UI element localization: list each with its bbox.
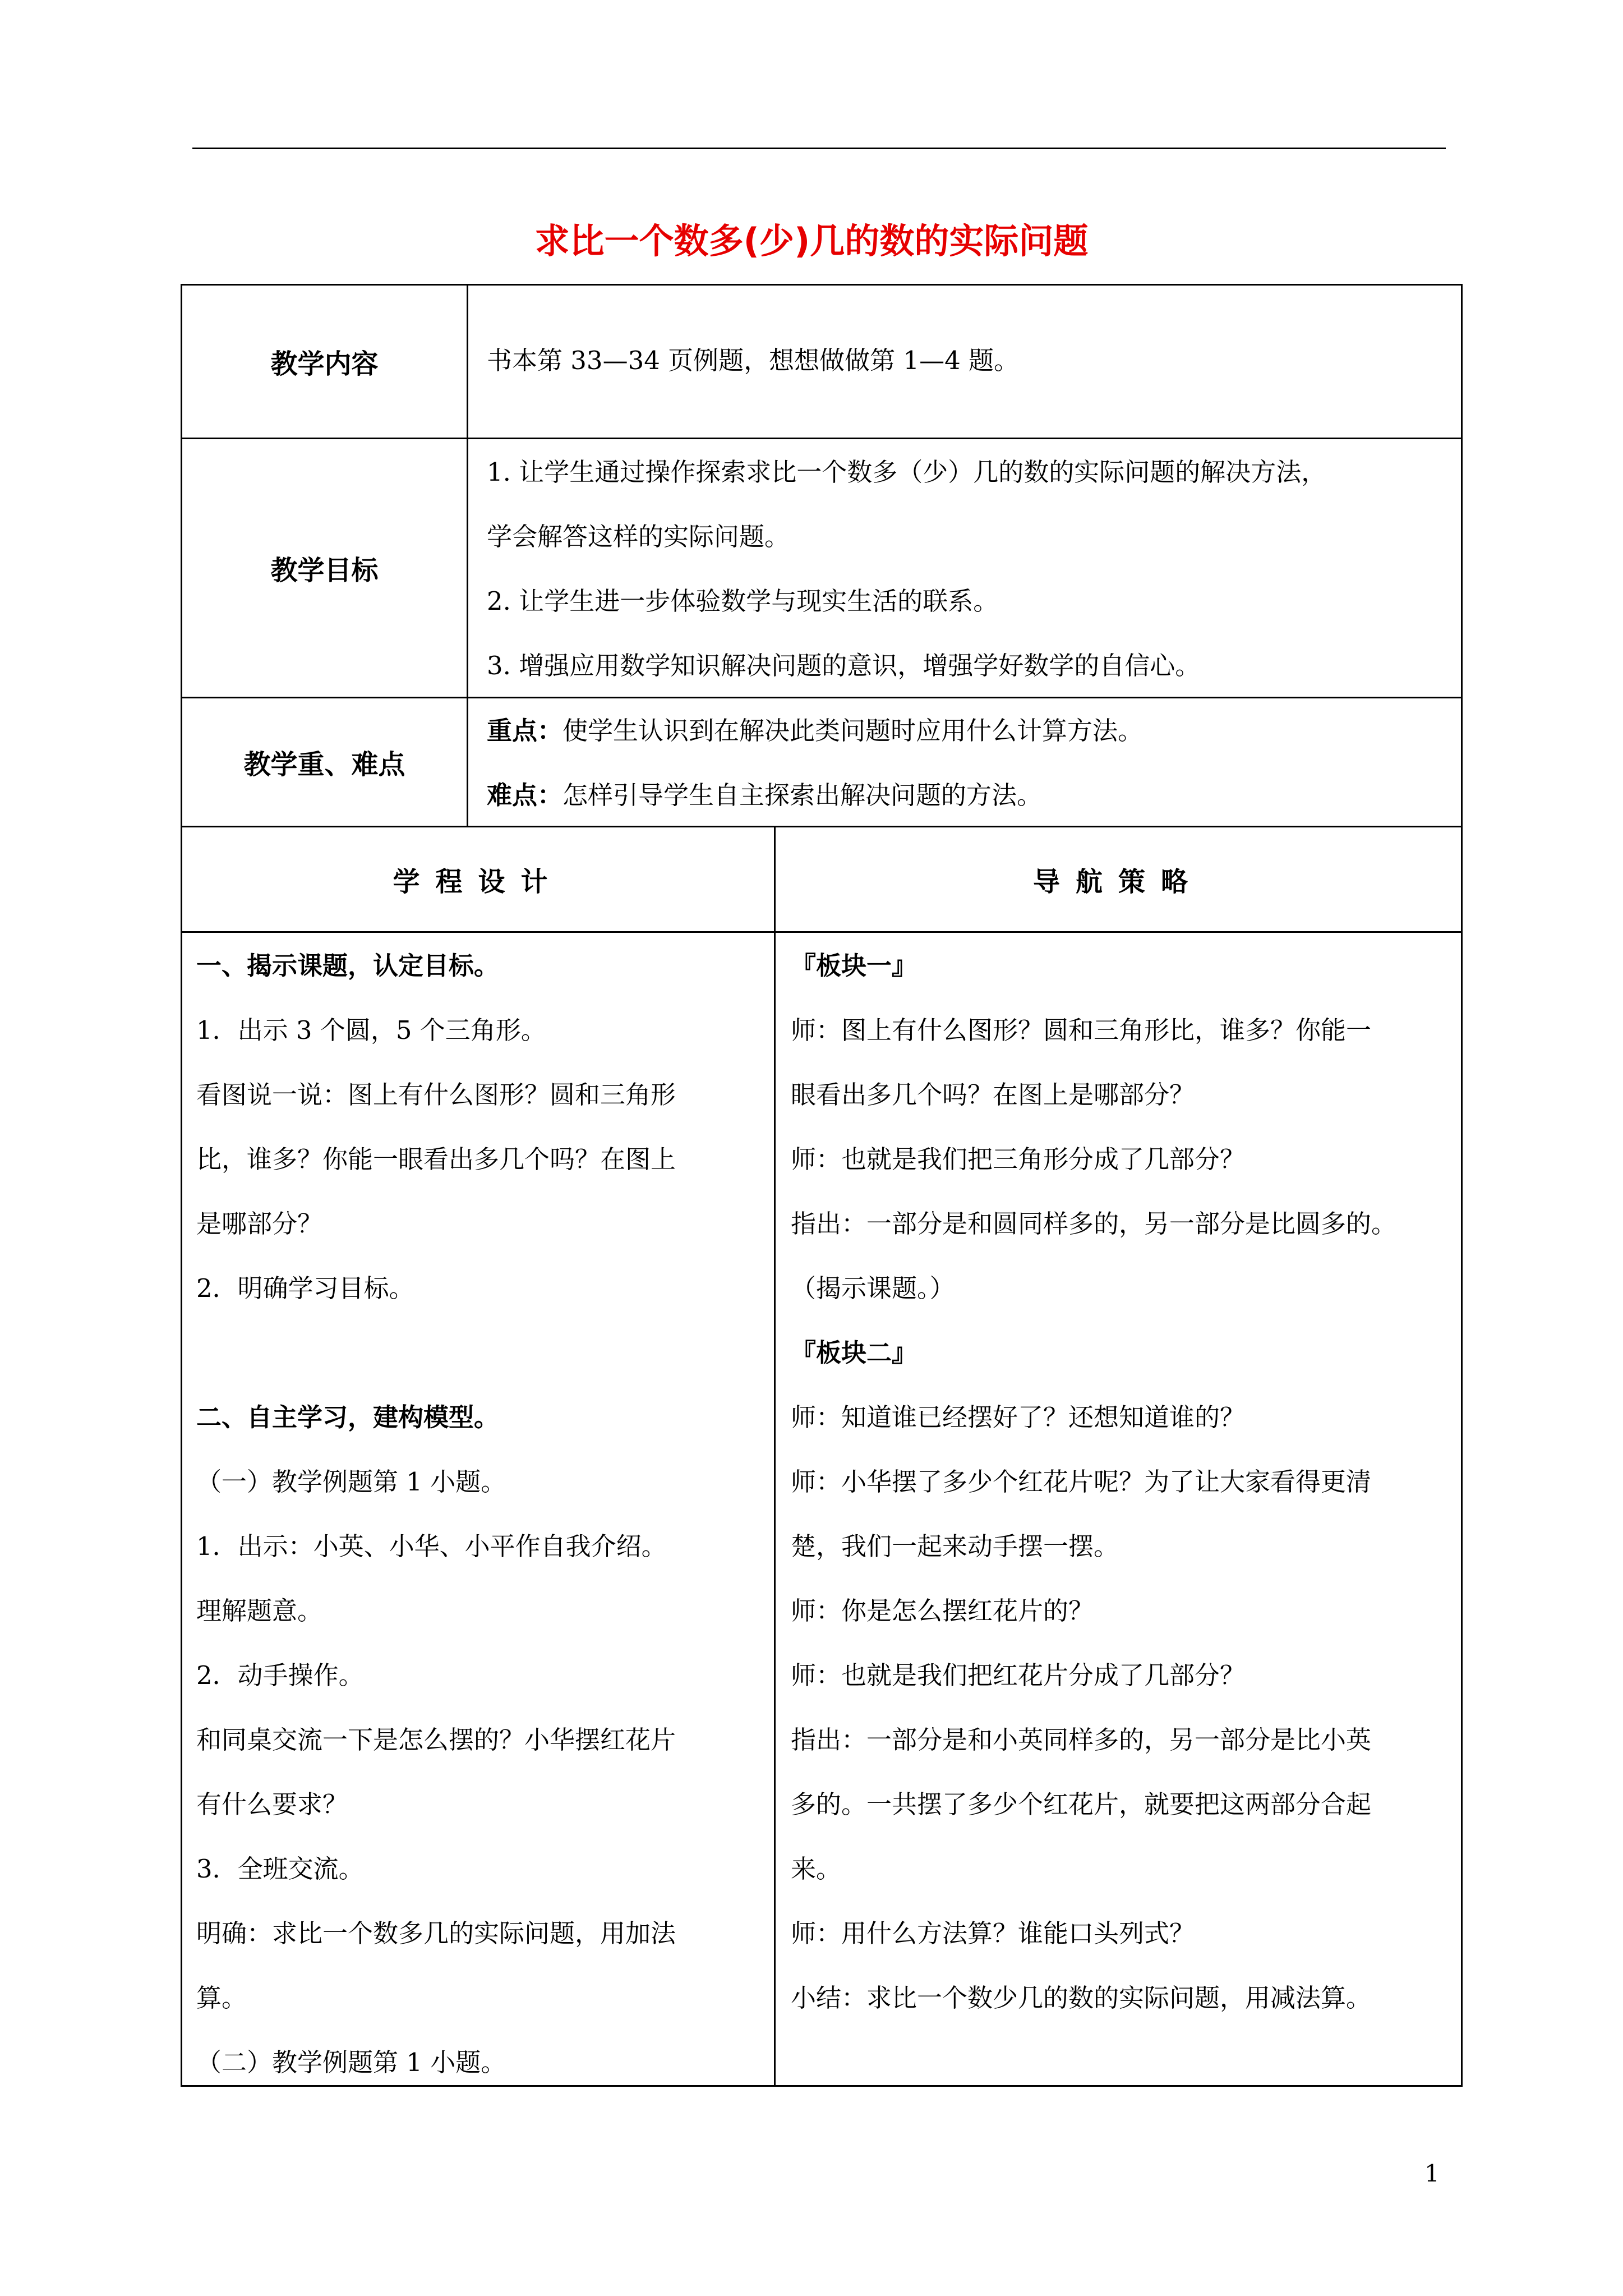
text-line: 师：也就是我们把三角形分成了几部分？ — [791, 1144, 1246, 1174]
section-heading: 『板块二』 — [791, 1338, 917, 1368]
section-heading: 一、揭示课题，认定目标。 — [196, 951, 500, 981]
text-line: 1．出示：小英、小华、小平作自我介绍。 — [196, 1531, 667, 1561]
text-line: 1．出示 3 个圆，5 个三角形。 — [196, 1015, 546, 1045]
text-line: 小结：求比一个数少几的数的实际问题，用减法算。 — [791, 1983, 1372, 2013]
text-line: 看图说一说：图上有什么图形？圆和三角形 — [196, 1080, 676, 1110]
goal-line: 2. 让学生进一步体验数学与现实生活的联系。 — [487, 586, 999, 616]
text-line: （揭示课题。） — [791, 1273, 955, 1303]
key-point — [487, 698, 1457, 763]
text-line: （一）教学例题第 1 小题。 — [196, 1467, 506, 1497]
text-line: 师：小华摆了多少个红花片呢？为了让大家看得更清 — [791, 1467, 1372, 1497]
text-line: 指出：一部分是和小英同样多的，另一部分是比小英 — [791, 1725, 1372, 1755]
text-line: 师：知道谁已经摆好了？还想知道谁的？ — [791, 1402, 1246, 1432]
difficult-label: 难点： — [487, 780, 563, 810]
section-heading: 二、自主学习，建构模型。 — [196, 1402, 500, 1432]
text-line: 比，谁多？你能一眼看出多几个吗？在图上 — [196, 1144, 676, 1174]
left-column-content — [196, 933, 768, 2095]
row-text-keypoints — [487, 698, 1457, 827]
text-line: 师：也就是我们把红花片分成了几部分？ — [791, 1660, 1246, 1690]
text-line: 眼看出多几个吗？在图上是哪部分？ — [791, 1080, 1195, 1110]
page-number: 1 — [1424, 2160, 1440, 2187]
text-line: 是哪部分？ — [196, 1209, 323, 1239]
row-label-content: 教学内容 — [270, 348, 379, 380]
row-text-goals — [487, 440, 1457, 698]
row-label-goals: 教学目标 — [270, 555, 379, 586]
column-header-right: 导航策略 — [1032, 866, 1204, 898]
text-line: 3．全班交流。 — [196, 1854, 364, 1884]
text-line: 师：图上有什么图形？圆和三角形比，谁多？你能一 — [791, 1015, 1372, 1045]
right-column-content — [791, 933, 1458, 2030]
difficult-text: 怎样引导学生自主探索出解决问题的方法。 — [562, 780, 1043, 810]
difficult-point — [487, 763, 1457, 827]
column-header-left: 学程设计 — [393, 866, 564, 898]
key-text: 使学生认识到在解决此类问题时应用什么计算方法。 — [562, 716, 1144, 746]
text-line: 算。 — [196, 1983, 247, 2013]
text-line: （二）教学例题第 1 小题。 — [196, 2047, 506, 2077]
header-rule — [192, 148, 1446, 149]
page-title: 求比一个数多(少)几的数的实际问题 — [534, 220, 1089, 261]
text-line: 理解题意。 — [196, 1596, 323, 1626]
goal-line: 学会解答这样的实际问题。 — [487, 522, 790, 551]
text-line: 2．动手操作。 — [196, 1660, 364, 1690]
row-label-keypoints: 教学重、难点 — [243, 749, 405, 780]
text-line: 有什么要求？ — [196, 1789, 348, 1819]
text-line: 2．明确学习目标。 — [196, 1273, 414, 1303]
text-line: 来。 — [791, 1854, 842, 1884]
section-heading: 『板块一』 — [791, 951, 917, 981]
key-label: 重点： — [487, 716, 563, 746]
text-line: 指出：一部分是和圆同样多的，另一部分是比圆多的。 — [791, 1209, 1397, 1239]
text-line: 师：你是怎么摆红花片的？ — [791, 1596, 1094, 1626]
text-line — [196, 1320, 768, 1385]
text-line: 明确：求比一个数多几的实际问题，用加法 — [196, 1918, 676, 1948]
text-line: 和同桌交流一下是怎么摆的？小华摆红花片 — [196, 1725, 676, 1755]
goal-line: 1. 让学生通过操作探索求比一个数多（少）几的数的实际问题的解决方法， — [487, 457, 1327, 487]
content-text: 书本第 33—34 页例题，想想做做第 1—4 题。 — [487, 346, 1020, 375]
text-line: 师：用什么方法算？谁能口头列式？ — [791, 1918, 1195, 1948]
goal-line: 3. 增强应用数学知识解决问题的意识，增强学好数学的自信心。 — [487, 651, 1201, 680]
text-line: 多的。一共摆了多少个红花片，就要把这两部分合起 — [791, 1789, 1372, 1819]
text-line: 楚，我们一起来动手摆一摆。 — [791, 1531, 1119, 1561]
row-text-content — [487, 328, 1451, 393]
